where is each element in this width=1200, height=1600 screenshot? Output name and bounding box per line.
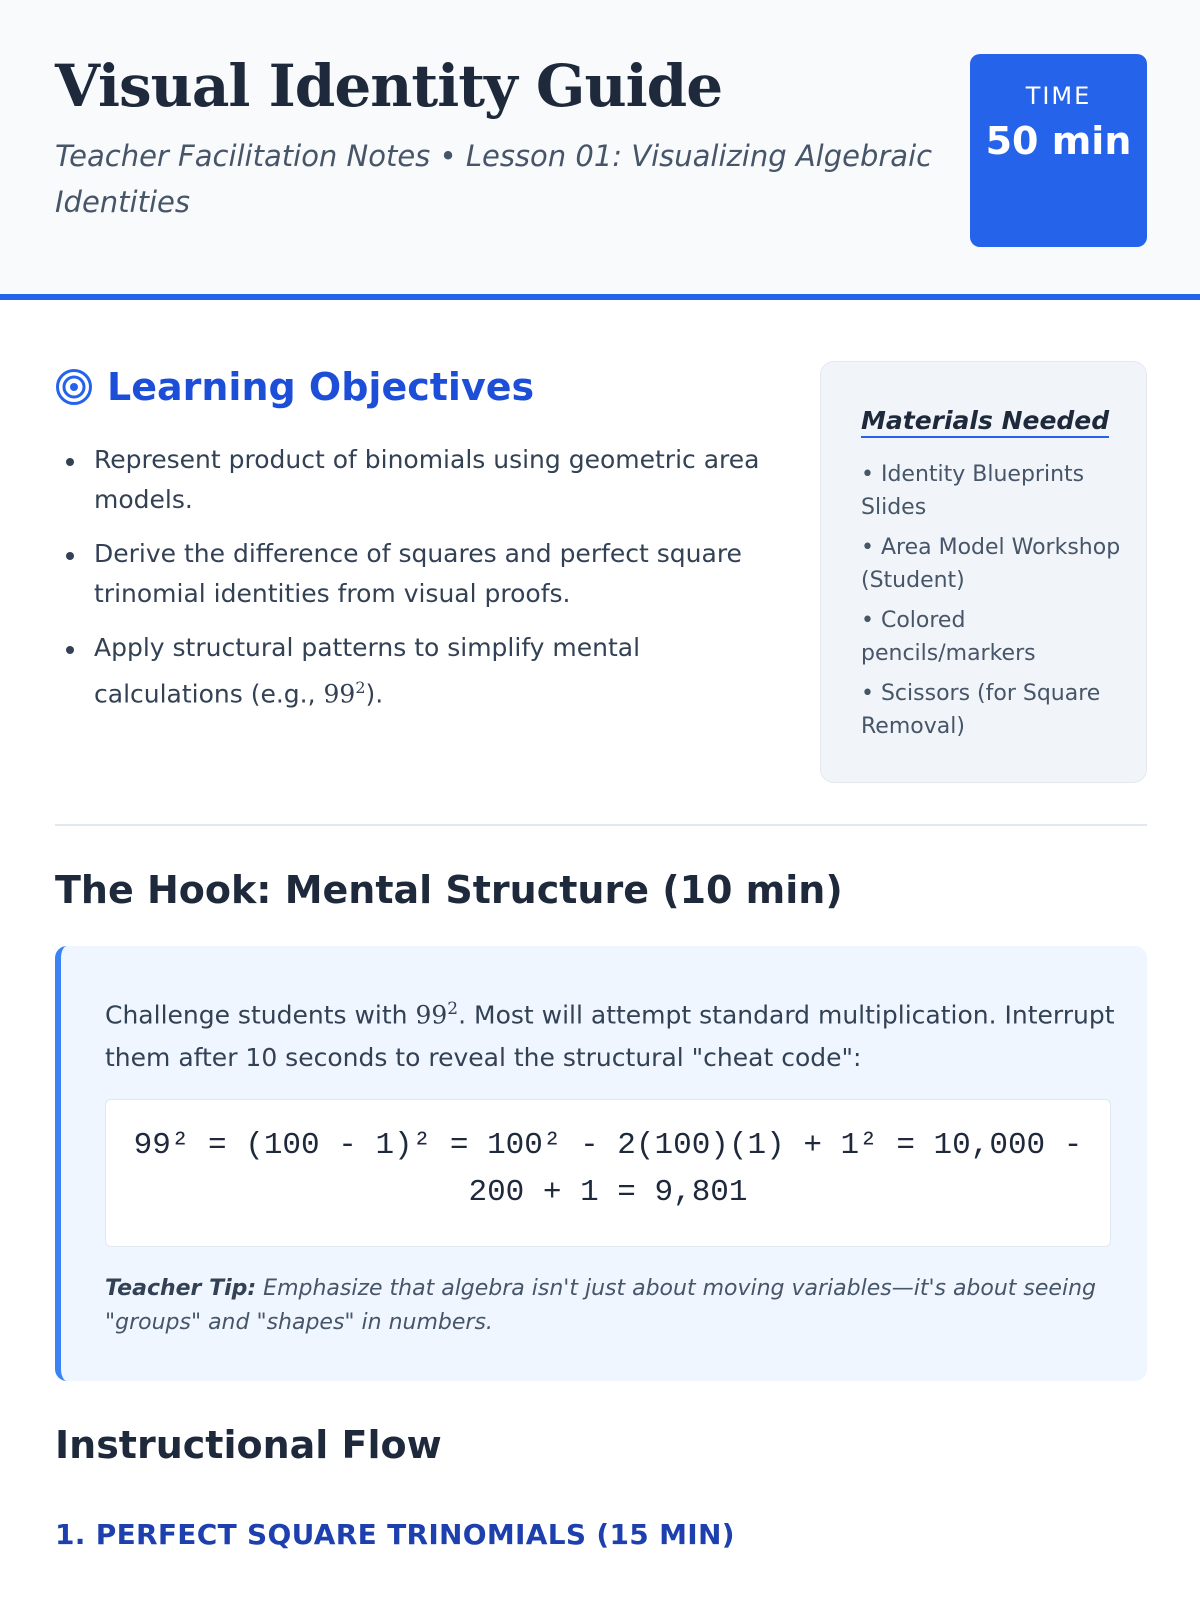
hook-text-start: Challenge students with — [105, 1000, 416, 1030]
material-item: • Identity Blueprints Slides — [861, 462, 1085, 520]
hook-heading: The Hook: Mental Structure (10 min) — [55, 868, 843, 912]
page-subtitle: Teacher Facilitation Notes • Lesson 01: Visualizing Algebraic Identities — [55, 139, 933, 219]
teacher-tip — [105, 1272, 1105, 1340]
formula-box: 99² = (100 - 1)² = 100² - 2(100)(1) + 1² = 10,000 - 200 + 1 = 9,801 — [105, 1099, 1111, 1247]
math-base: 99 — [415, 1000, 448, 1030]
tip-label: Teacher Tip: — [105, 1276, 257, 1301]
target-icon — [55, 368, 93, 406]
math-exponent: 2 — [447, 999, 459, 1019]
objective-text: Apply structural patterns to simplify mental calculations (e.g., — [94, 633, 641, 709]
objective-item: Represent product of binomials using geometric area models. — [55, 440, 775, 520]
material-item: • Scissors (for Square Removal) — [861, 681, 1101, 739]
hook-callout — [55, 946, 1147, 1381]
time-label: TIME — [1025, 82, 1092, 110]
tip-text: Emphasize that algebra isn't just about moving variables—it's about seeing "groups" and "shapes" in numbers. — [105, 1276, 1096, 1335]
objectives-heading — [55, 362, 534, 412]
materials-panel — [820, 361, 1147, 783]
cutoff-text-line — [55, 1593, 1147, 1600]
step-heading: 1. PERFECT SQUARE TRINOMIALS (15 MIN) — [55, 1518, 735, 1551]
math-base: 99 — [323, 679, 356, 709]
hook-text-end: . Most will attempt standard multiplication. Interrupt them after 10 seconds to reveal the structural "cheat code": — [105, 1000, 1115, 1073]
objective-text-end: ). — [365, 679, 384, 709]
section-divider — [55, 824, 1147, 826]
math-exponent: 2 — [355, 678, 366, 697]
material-item: • Area Model Workshop (Student) — [861, 535, 1121, 593]
objective-item: Derive the difference of squares and perfect square trinomial identities from visual proofs. — [55, 534, 775, 614]
objective-item — [55, 628, 775, 714]
hook-text — [105, 988, 1125, 1079]
materials-title: Materials Needed — [861, 406, 1109, 438]
time-value: 50 min — [985, 119, 1132, 163]
material-item: • Colored pencils/markers — [861, 608, 1036, 666]
objectives-list — [55, 440, 775, 728]
time-badge — [970, 54, 1147, 247]
page-title: Visual Identity Guide — [55, 52, 723, 120]
flow-heading: Instructional Flow — [55, 1423, 442, 1467]
objectives-title: Learning Objectives — [107, 365, 535, 409]
page-header — [0, 0, 1200, 300]
